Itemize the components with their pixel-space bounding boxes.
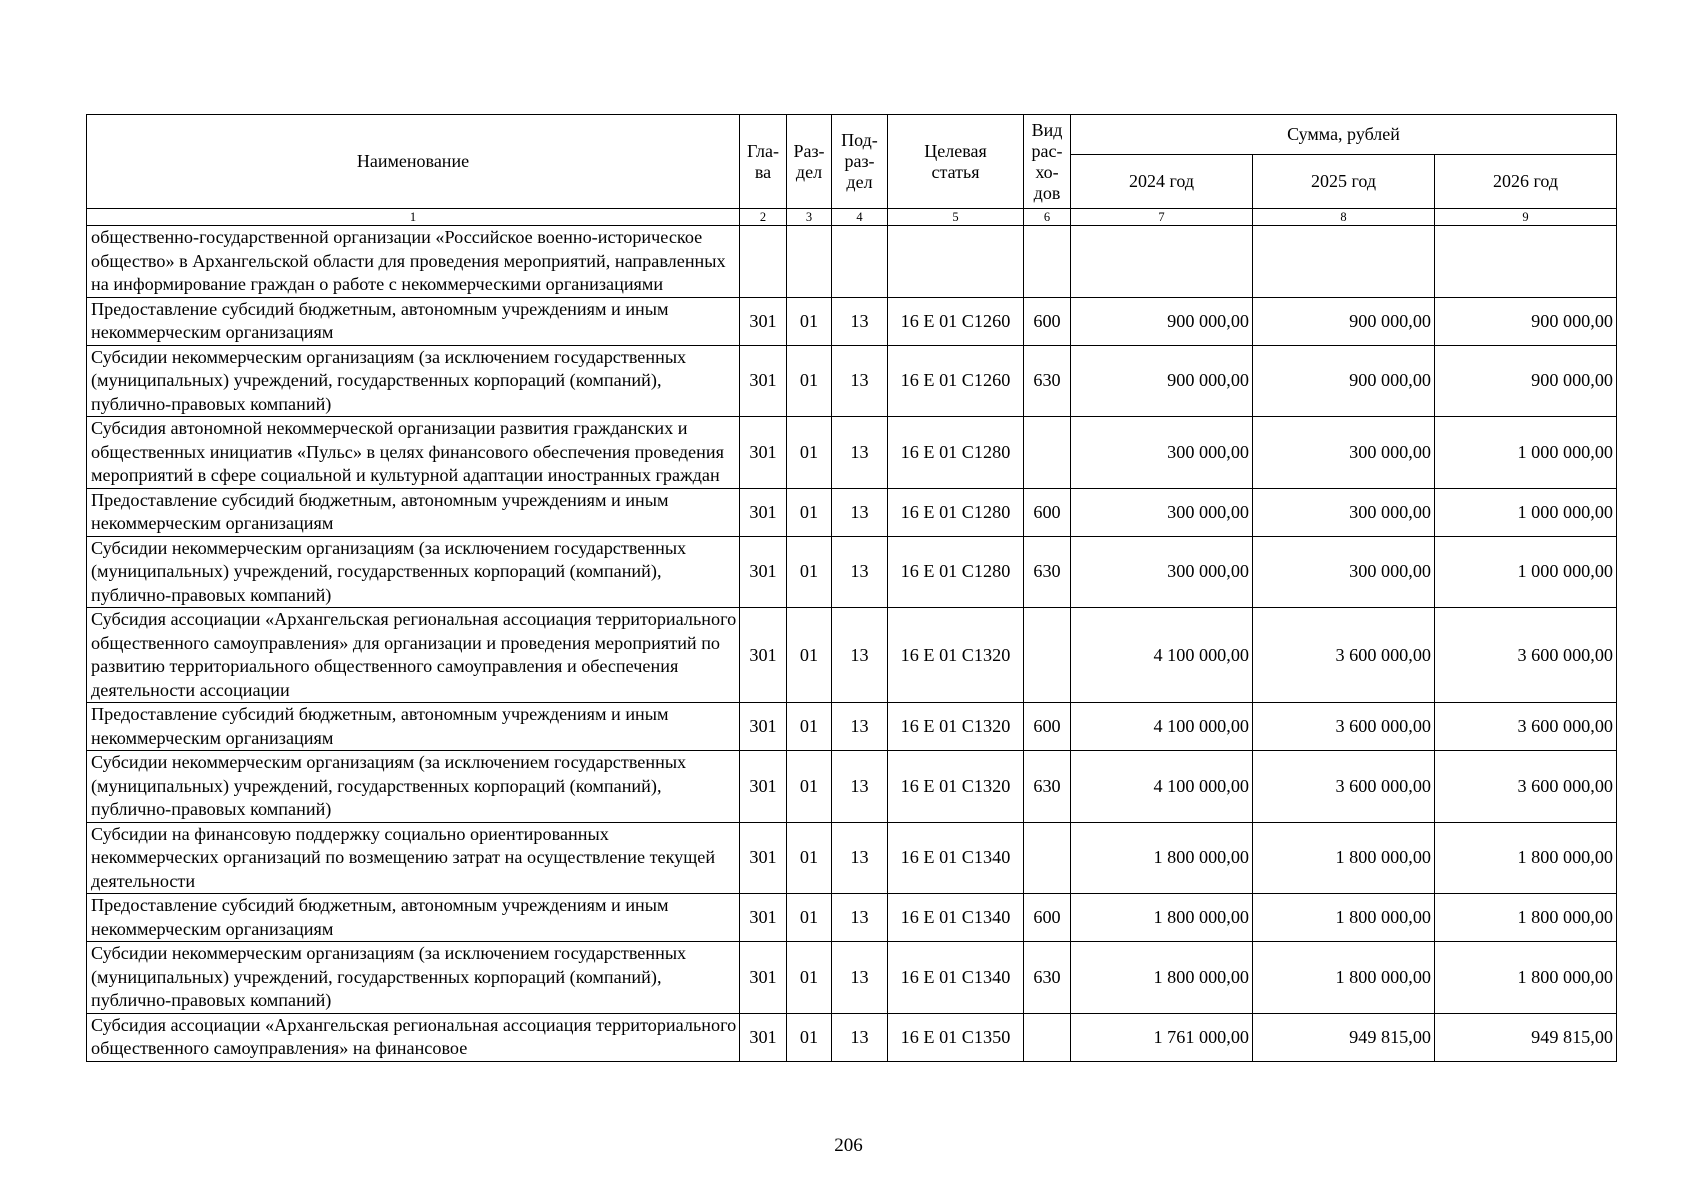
row-expense-type: 600	[1024, 488, 1071, 536]
row-expense-type: 630	[1024, 345, 1071, 417]
page-number: 206	[834, 1135, 863, 1156]
row-sum-2024: 900 000,00	[1071, 345, 1253, 417]
row-subsection: 13	[832, 297, 888, 345]
row-name: Субсидии некоммерческим организациям (за исключением государственных (муниципальных) учреждений, государственных корпораций (компаний), публично-правовых компаний)	[87, 345, 740, 417]
column-number-row	[87, 209, 1617, 226]
col-number: 3	[787, 209, 832, 226]
row-section: 01	[787, 942, 832, 1014]
row-section: 01	[787, 822, 832, 894]
row-section	[787, 226, 832, 298]
row-chapter: 301	[740, 703, 787, 751]
row-expense-type	[1024, 822, 1071, 894]
table-row	[87, 1013, 1617, 1061]
row-subsection: 13	[832, 942, 888, 1014]
row-sum-2026: 900 000,00	[1435, 345, 1617, 417]
row-subsection: 13	[832, 822, 888, 894]
table-row	[87, 703, 1617, 751]
row-name: Предоставление субсидий бюджетным, автономным учреждениям и иным некоммерческим организациям	[87, 894, 740, 942]
row-sum-2025: 900 000,00	[1253, 297, 1435, 345]
table-row	[87, 417, 1617, 489]
row-chapter: 301	[740, 751, 787, 823]
row-sum-2026: 3 600 000,00	[1435, 608, 1617, 703]
row-subsection: 13	[832, 488, 888, 536]
row-chapter: 301	[740, 822, 787, 894]
row-sum-2024: 1 800 000,00	[1071, 822, 1253, 894]
row-expense-type	[1024, 608, 1071, 703]
row-sum-2024: 900 000,00	[1071, 297, 1253, 345]
col-number: 7	[1071, 209, 1253, 226]
row-name: Субсидии на финансовую поддержку социально ориентированных некоммерческих организаций по возмещению затрат на осуществление текущей деятельности	[87, 822, 740, 894]
row-target-item: 16 Е 01 С1340	[888, 894, 1024, 942]
row-section: 01	[787, 751, 832, 823]
row-sum-2024: 300 000,00	[1071, 536, 1253, 608]
row-sum-2025: 3 600 000,00	[1253, 608, 1435, 703]
row-section: 01	[787, 608, 832, 703]
col-number: 4	[832, 209, 888, 226]
row-expense-type: 630	[1024, 942, 1071, 1014]
row-name: Субсидия автономной некоммерческой организации развития гражданских и общественных инициатив «Пульс» в целях финансового обеспечения проведения мероприятий в сфере социальной и культурной адаптации иностранных граждан	[87, 417, 740, 489]
row-name: Субсидии некоммерческим организациям (за исключением государственных (муниципальных) учреждений, государственных корпораций (компаний), публично-правовых компаний)	[87, 751, 740, 823]
col-number: 1	[87, 209, 740, 226]
row-section: 01	[787, 703, 832, 751]
row-sum-2024: 4 100 000,00	[1071, 608, 1253, 703]
row-sum-2024: 300 000,00	[1071, 417, 1253, 489]
row-name: Предоставление субсидий бюджетным, автономным учреждениям и иным некоммерческим организациям	[87, 488, 740, 536]
row-subsection: 13	[832, 703, 888, 751]
row-section: 01	[787, 297, 832, 345]
row-sum-2025: 3 600 000,00	[1253, 751, 1435, 823]
row-expense-type	[1024, 1013, 1071, 1061]
header-section: Раз- дел	[787, 115, 832, 209]
row-name: Субсидии некоммерческим организациям (за исключением государственных (муниципальных) учреждений, государственных корпораций (компаний), публично-правовых компаний)	[87, 536, 740, 608]
header-subsection: Под- раз- дел	[832, 115, 888, 209]
row-sum-2025: 1 800 000,00	[1253, 822, 1435, 894]
row-section: 01	[787, 1013, 832, 1061]
row-chapter: 301	[740, 894, 787, 942]
table-header	[87, 115, 1617, 226]
header-sum-group: Сумма, рублей	[1071, 115, 1617, 155]
row-sum-2026: 949 815,00	[1435, 1013, 1617, 1061]
row-chapter: 301	[740, 345, 787, 417]
row-subsection: 13	[832, 751, 888, 823]
header-year-2024: 2024 год	[1071, 155, 1253, 209]
table-row	[87, 751, 1617, 823]
row-sum-2026: 3 600 000,00	[1435, 751, 1617, 823]
table-row	[87, 297, 1617, 345]
row-target-item: 16 Е 01 С1280	[888, 488, 1024, 536]
col-number: 9	[1435, 209, 1617, 226]
row-sum-2024: 1 761 000,00	[1071, 1013, 1253, 1061]
row-sum-2024	[1071, 226, 1253, 298]
header-target-item: Целевая статья	[888, 115, 1024, 209]
row-sum-2025: 949 815,00	[1253, 1013, 1435, 1061]
row-section: 01	[787, 536, 832, 608]
row-target-item: 16 Е 01 С1260	[888, 297, 1024, 345]
row-expense-type: 600	[1024, 297, 1071, 345]
row-name: Субсидия ассоциации «Архангельская региональная ассоциация территориального общественного самоуправления» для организации и проведения мероприятий по развитию территориального общественного самоуправления и обеспечения деятельности ассоциации	[87, 608, 740, 703]
row-sum-2025: 300 000,00	[1253, 417, 1435, 489]
row-chapter: 301	[740, 536, 787, 608]
header-chapter: Гла- ва	[740, 115, 787, 209]
header-year-2025: 2025 год	[1253, 155, 1435, 209]
row-sum-2024: 4 100 000,00	[1071, 703, 1253, 751]
table-row	[87, 942, 1617, 1014]
row-chapter: 301	[740, 297, 787, 345]
row-sum-2024: 4 100 000,00	[1071, 751, 1253, 823]
row-target-item: 16 Е 01 С1340	[888, 942, 1024, 1014]
table-row	[87, 608, 1617, 703]
row-section: 01	[787, 488, 832, 536]
row-sum-2025: 900 000,00	[1253, 345, 1435, 417]
row-chapter: 301	[740, 1013, 787, 1061]
header-name-label: Наименование	[356, 151, 470, 171]
row-section: 01	[787, 894, 832, 942]
row-name: Субсидия ассоциации «Архангельская региональная ассоциация территориального общественного самоуправления» на финансовое	[87, 1013, 740, 1061]
row-expense-type: 600	[1024, 894, 1071, 942]
table-row	[87, 894, 1617, 942]
row-subsection: 13	[832, 1013, 888, 1061]
table-row	[87, 536, 1617, 608]
row-target-item: 16 Е 01 С1340	[888, 822, 1024, 894]
row-subsection: 13	[832, 894, 888, 942]
row-sum-2026: 1 800 000,00	[1435, 894, 1617, 942]
row-section: 01	[787, 345, 832, 417]
row-chapter: 301	[740, 608, 787, 703]
row-name: Предоставление субсидий бюджетным, автономным учреждениям и иным некоммерческим организациям	[87, 297, 740, 345]
row-expense-type	[1024, 226, 1071, 298]
row-sum-2025: 300 000,00	[1253, 536, 1435, 608]
row-subsection: 13	[832, 608, 888, 703]
row-chapter: 301	[740, 417, 787, 489]
row-sum-2026: 1 800 000,00	[1435, 942, 1617, 1014]
row-sum-2026	[1435, 226, 1617, 298]
row-sum-2026: 1 800 000,00	[1435, 822, 1617, 894]
row-sum-2024: 300 000,00	[1071, 488, 1253, 536]
row-target-item: 16 Е 01 С1260	[888, 345, 1024, 417]
row-name: общественно-государственной организации «Российское военно-историческое общество» в Архангельской области для проведения мероприятий, направленных на информирование граждан о работе с некоммерческими организациями	[87, 226, 740, 298]
row-expense-type: 630	[1024, 751, 1071, 823]
row-target-item: 16 Е 01 С1280	[888, 417, 1024, 489]
col-number: 5	[888, 209, 1024, 226]
row-target-item: 16 Е 01 С1320	[888, 703, 1024, 751]
row-target-item: 16 Е 01 С1320	[888, 751, 1024, 823]
row-sum-2026: 900 000,00	[1435, 297, 1617, 345]
row-subsection: 13	[832, 536, 888, 608]
row-target-item: 16 Е 01 С1280	[888, 536, 1024, 608]
row-sum-2025	[1253, 226, 1435, 298]
row-subsection: 13	[832, 345, 888, 417]
row-chapter: 301	[740, 488, 787, 536]
row-sum-2025: 1 800 000,00	[1253, 942, 1435, 1014]
header-name	[87, 115, 740, 209]
table-row	[87, 822, 1617, 894]
table-row	[87, 488, 1617, 536]
row-target-item: 16 Е 01 С1320	[888, 608, 1024, 703]
row-sum-2024: 1 800 000,00	[1071, 942, 1253, 1014]
row-sum-2025: 300 000,00	[1253, 488, 1435, 536]
budget-table	[86, 114, 1617, 1062]
row-expense-type: 630	[1024, 536, 1071, 608]
col-number: 2	[740, 209, 787, 226]
row-chapter	[740, 226, 787, 298]
row-subsection: 13	[832, 417, 888, 489]
row-sum-2026: 1 000 000,00	[1435, 536, 1617, 608]
row-sum-2026: 1 000 000,00	[1435, 417, 1617, 489]
row-sum-2024: 1 800 000,00	[1071, 894, 1253, 942]
row-expense-type: 600	[1024, 703, 1071, 751]
row-sum-2026: 1 000 000,00	[1435, 488, 1617, 536]
row-section: 01	[787, 417, 832, 489]
table-body	[87, 226, 1617, 1062]
row-chapter: 301	[740, 942, 787, 1014]
row-sum-2026: 3 600 000,00	[1435, 703, 1617, 751]
row-expense-type	[1024, 417, 1071, 489]
col-number: 6	[1024, 209, 1071, 226]
table-row	[87, 226, 1617, 298]
row-target-item	[888, 226, 1024, 298]
row-sum-2025: 3 600 000,00	[1253, 703, 1435, 751]
header-expense-type: Вид рас- хо- дов	[1024, 115, 1071, 209]
row-sum-2025: 1 800 000,00	[1253, 894, 1435, 942]
row-name: Субсидии некоммерческим организациям (за исключением государственных (муниципальных) учреждений, государственных корпораций (компаний), публично-правовых компаний)	[87, 942, 740, 1014]
table-row	[87, 345, 1617, 417]
row-subsection	[832, 226, 888, 298]
header-year-2026: 2026 год	[1435, 155, 1617, 209]
col-number: 8	[1253, 209, 1435, 226]
row-name: Предоставление субсидий бюджетным, автономным учреждениям и иным некоммерческим организациям	[87, 703, 740, 751]
row-target-item: 16 Е 01 С1350	[888, 1013, 1024, 1061]
